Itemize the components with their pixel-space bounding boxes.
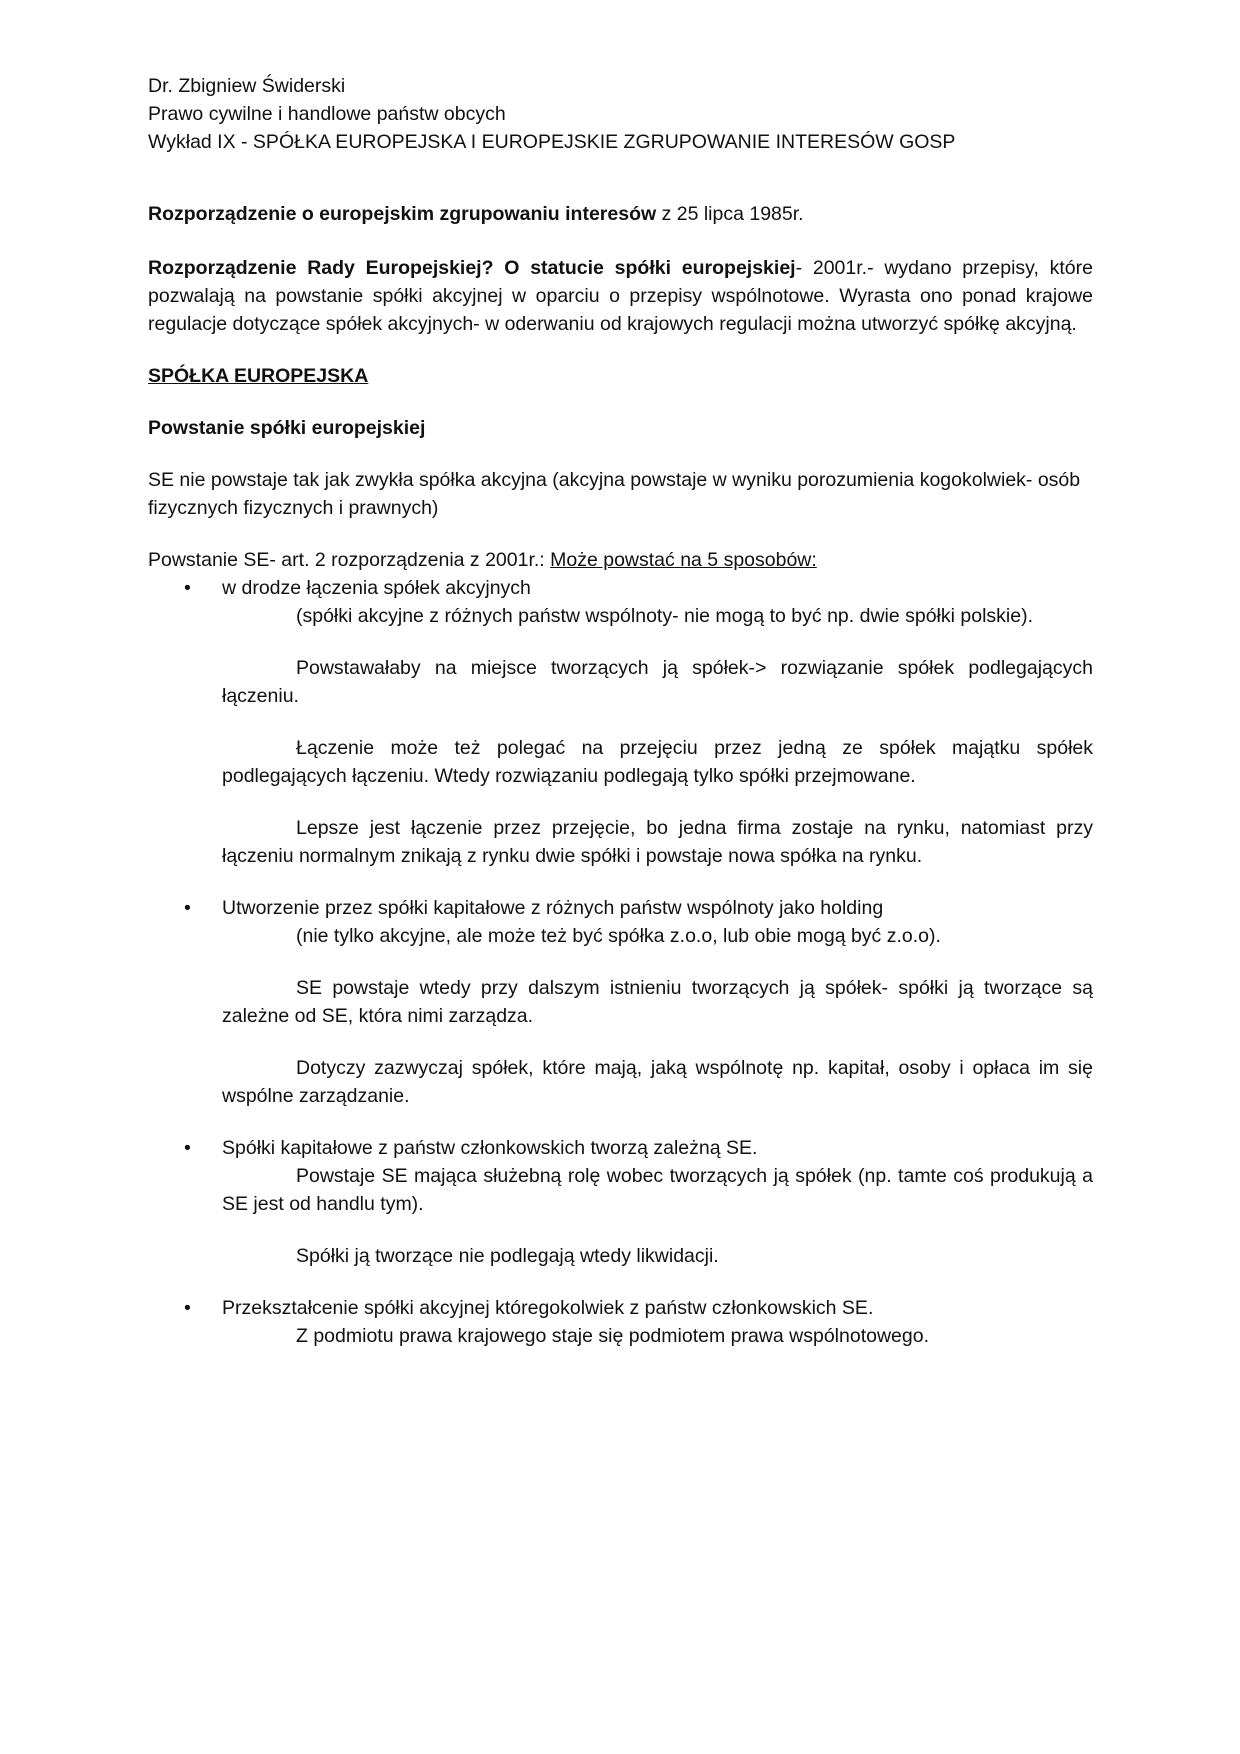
se-methods-paragraph: [148, 546, 1093, 574]
list-item-paragraph: Dotyczy zazwyczaj spółek, które mają, jaką wspólnotę np. kapitał, osoby i opłaca im się wspólne zarządzanie.: [222, 1057, 1093, 1107]
list-item-paragraph: Łączenie może też polegać na przejęciu przez jedną ze spółek majątku spółek podlegających łączeniu. Wtedy rozwiązaniu podlegają tylko spółki przejmowane.: [222, 737, 1093, 787]
bullet-icon: •: [184, 897, 191, 919]
section-title: SPÓŁKA EUROPEJSKA: [148, 365, 369, 387]
list-item-label: w drodze łączenia spółek akcyjnych: [222, 577, 531, 599]
list-item-paragraph: Powstawałaby na miejsce tworzących ją spółek-> rozwiązanie spółek podlegających łączeniu.: [222, 657, 1093, 707]
formation-methods-list: [148, 574, 1093, 1350]
section-subtitle: Powstanie spółki europejskiej: [148, 417, 426, 439]
se-methods-count: Może powstać na 5 sposobów:: [550, 549, 817, 571]
list-item: [148, 894, 1093, 1110]
list-item-subtext: (spółki akcyjne z różnych państw wspólnoty- nie mogą to być np. dwie spółki polskie).: [296, 605, 1034, 627]
list-item-subtext: Powstaje SE mająca służebną rolę wobec tworzących ją spółek (np. tamte coś produkują a SE jest od handlu tym).: [222, 1165, 1093, 1215]
regulation-2001-title: Rozporządzenie Rady Europejskiej? O statucie spółki europejskiej: [148, 257, 796, 279]
list-item-label: Utworzenie przez spółki kapitałowe z różnych państw wspólnoty jako holding: [222, 897, 884, 919]
bullet-icon: •: [184, 1297, 191, 1319]
list-item-subtext: Z podmiotu prawa krajowego staje się podmiotem prawa wspólnotowego.: [296, 1325, 929, 1347]
lecture-title: Wykład IX - SPÓŁKA EUROPEJSKA I EUROPEJSKIE ZGRUPOWANIE INTERESÓW GOSP: [148, 131, 956, 153]
regulation-1985-date: z 25 lipca 1985r.: [656, 203, 804, 225]
list-item: [148, 1134, 1093, 1270]
course-title: Prawo cywilne i handlowe państw obcych: [148, 103, 506, 125]
list-item: [148, 574, 1093, 870]
list-item-label: Przekształcenie spółki akcyjnej któregokolwiek z państw członkowskich SE.: [222, 1297, 874, 1319]
se-formation-paragraph: SE nie powstaje tak jak zwykła spółka akcyjna (akcyjna powstaje w wyniku porozumienia kogokolwiek- osób fizycznych fizycznych i prawnych): [148, 469, 1081, 519]
list-item-paragraph: Lepsze jest łączenie przez przejęcie, bo jedna firma zostaje na rynku, natomiast przy łączeniu normalnym znikają z rynku dwie spółki i powstaje nowa spółka na rynku.: [222, 817, 1093, 867]
bullet-icon: •: [184, 577, 191, 599]
regulation-1985-paragraph: [148, 200, 1093, 228]
se-methods-intro: Powstanie SE- art. 2 rozporządzenia z 2001r.:: [148, 549, 551, 571]
regulation-2001-paragraph: [148, 254, 1093, 338]
regulation-2001-text: - 2001r.- wydano przepisy, które pozwalają na powstanie spółki akcyjnej w oparciu o przepisy wspólnotowe. Wyrasta ono ponad krajowe regulacje dotyczące spółek akcyjnych- w oderwaniu od krajowych regulacji można utworzyć spółkę akcyjną.: [148, 257, 1093, 335]
list-item-subtext: (nie tylko akcyjne, ale może też być spółka z.o.o, lub obie mogą być z.o.o).: [296, 925, 941, 947]
author-name: Dr. Zbigniew Świderski: [148, 75, 346, 97]
list-item-paragraph: Spółki ją tworzące nie podlegają wtedy likwidacji.: [296, 1245, 719, 1267]
bullet-icon: •: [184, 1137, 191, 1159]
list-item-paragraph: SE powstaje wtedy przy dalszym istnieniu tworzących ją spółek- spółki ją tworzące są zależne od SE, która nimi zarządza.: [222, 977, 1093, 1027]
list-item-label: Spółki kapitałowe z państw członkowskich tworzą zależną SE.: [222, 1137, 758, 1159]
regulation-1985-title: Rozporządzenie o europejskim zgrupowaniu interesów: [148, 203, 657, 225]
list-item: [148, 1294, 1093, 1350]
document-page: [148, 72, 1093, 1350]
